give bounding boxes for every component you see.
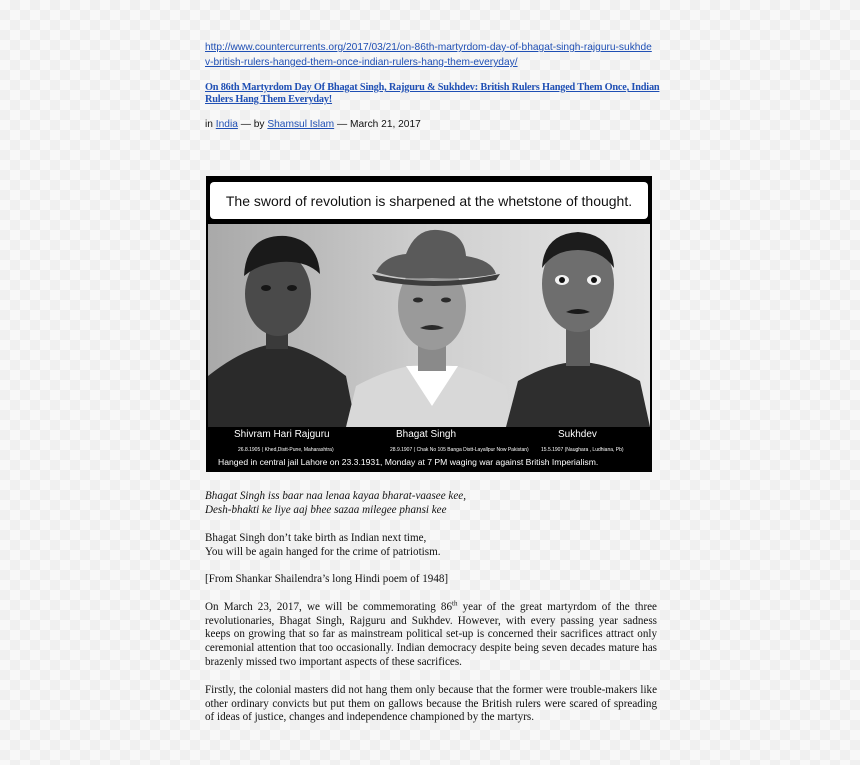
translation-line-2: You will be again hanged for the crime of patriotism. [205, 545, 441, 558]
category-link[interactable]: India [215, 119, 238, 130]
caption-details-sukhdev: 15.5.1907 (Naughara , Ludhiana, Pb) [541, 447, 624, 453]
caption-name-sukhdev: Sukhdev [558, 429, 597, 440]
byline-in: in [205, 119, 213, 130]
byline [205, 119, 421, 130]
paragraph-1-sup: th [452, 599, 458, 608]
poem-line-1: Bhagat Singh iss baar naa lenaa kayaa bharat-vaasee kee, [205, 490, 466, 502]
paragraph-2: Firstly, the colonial masters did not hang them only because that the former were trouble-makers like other ordinary convicts but put them on gallows because the British rulers were scared of spreading of ideas of justice, changes and independence championed by the martyrs. [205, 684, 657, 724]
caption-details-rajguru: 26.8.1905 ( Khed,Distt-Pune, Maharashtra) [238, 447, 334, 453]
quote-text: The sword of revolution is sharpened at the whetstone of thought. [225, 192, 633, 209]
quote-banner [210, 182, 648, 219]
caption-name-rajguru: Shivram Hari Rajguru [234, 429, 330, 440]
headline-link[interactable]: On 86th Martyrdom Day Of Bhagat Singh, Rajguru & Sukhdev: British Rulers Hanged Them Once, Indian Rulers Hang Them Everyday! [205, 82, 660, 105]
martyrs-photo [206, 176, 652, 472]
article-url [205, 40, 655, 70]
byline-by: — by [240, 119, 265, 130]
article-headline [205, 82, 660, 106]
poem-line-2: Desh-bhakti ke liye aaj bhee sazaa milegee phansi kee [205, 503, 447, 516]
article-url-link[interactable]: http://www.countercurrents.org/2017/03/21/on-86th-martyrdom-day-of-bhagat-singh-rajguru-sukhdev-british-rulers-hanged-them-once-indian-rulers-hang-them-everyday/ [205, 42, 652, 68]
byline-date: — March 21, 2017 [337, 119, 421, 130]
caption-details-bhagat-singh: 28.9.1907 ( Chak No 105 Banga Distt-Layallpur Now Pakistan) [390, 447, 529, 453]
translation [205, 532, 657, 559]
paragraph-1-start: On March 23, 2017, we will be commemorating 86 [205, 601, 453, 613]
caption-hanged-line: Hanged in central jail Lahore on 23.3.1931, Monday at 7 PM waging war against British Imperialism. [218, 457, 599, 467]
translation-line-1: Bhagat Singh don’t take birth as Indian next time, [205, 532, 427, 544]
author-link[interactable]: Shamsul Islam [267, 119, 335, 130]
paragraph-1 [205, 601, 657, 670]
poem [205, 490, 657, 517]
photo-illustration [206, 176, 652, 472]
caption-name-bhagat-singh: Bhagat Singh [396, 429, 457, 440]
paragraph-1-rest: year of the great martyrdom of the three revolutionaries, Bhagat Singh, Rajguru and Sukhdev. However, with every passing year sadness keeps on growing that so far as mainstream political set-up is concerned their sacrifices attract only ceremonial attention that too occasionally. Indian democracy despite being seven decades mature has brazenly missed two important aspects of these sacrifices. [205, 601, 657, 668]
source-note: [From Shankar Shailendra’s long Hindi poem of 1948] [205, 573, 449, 585]
